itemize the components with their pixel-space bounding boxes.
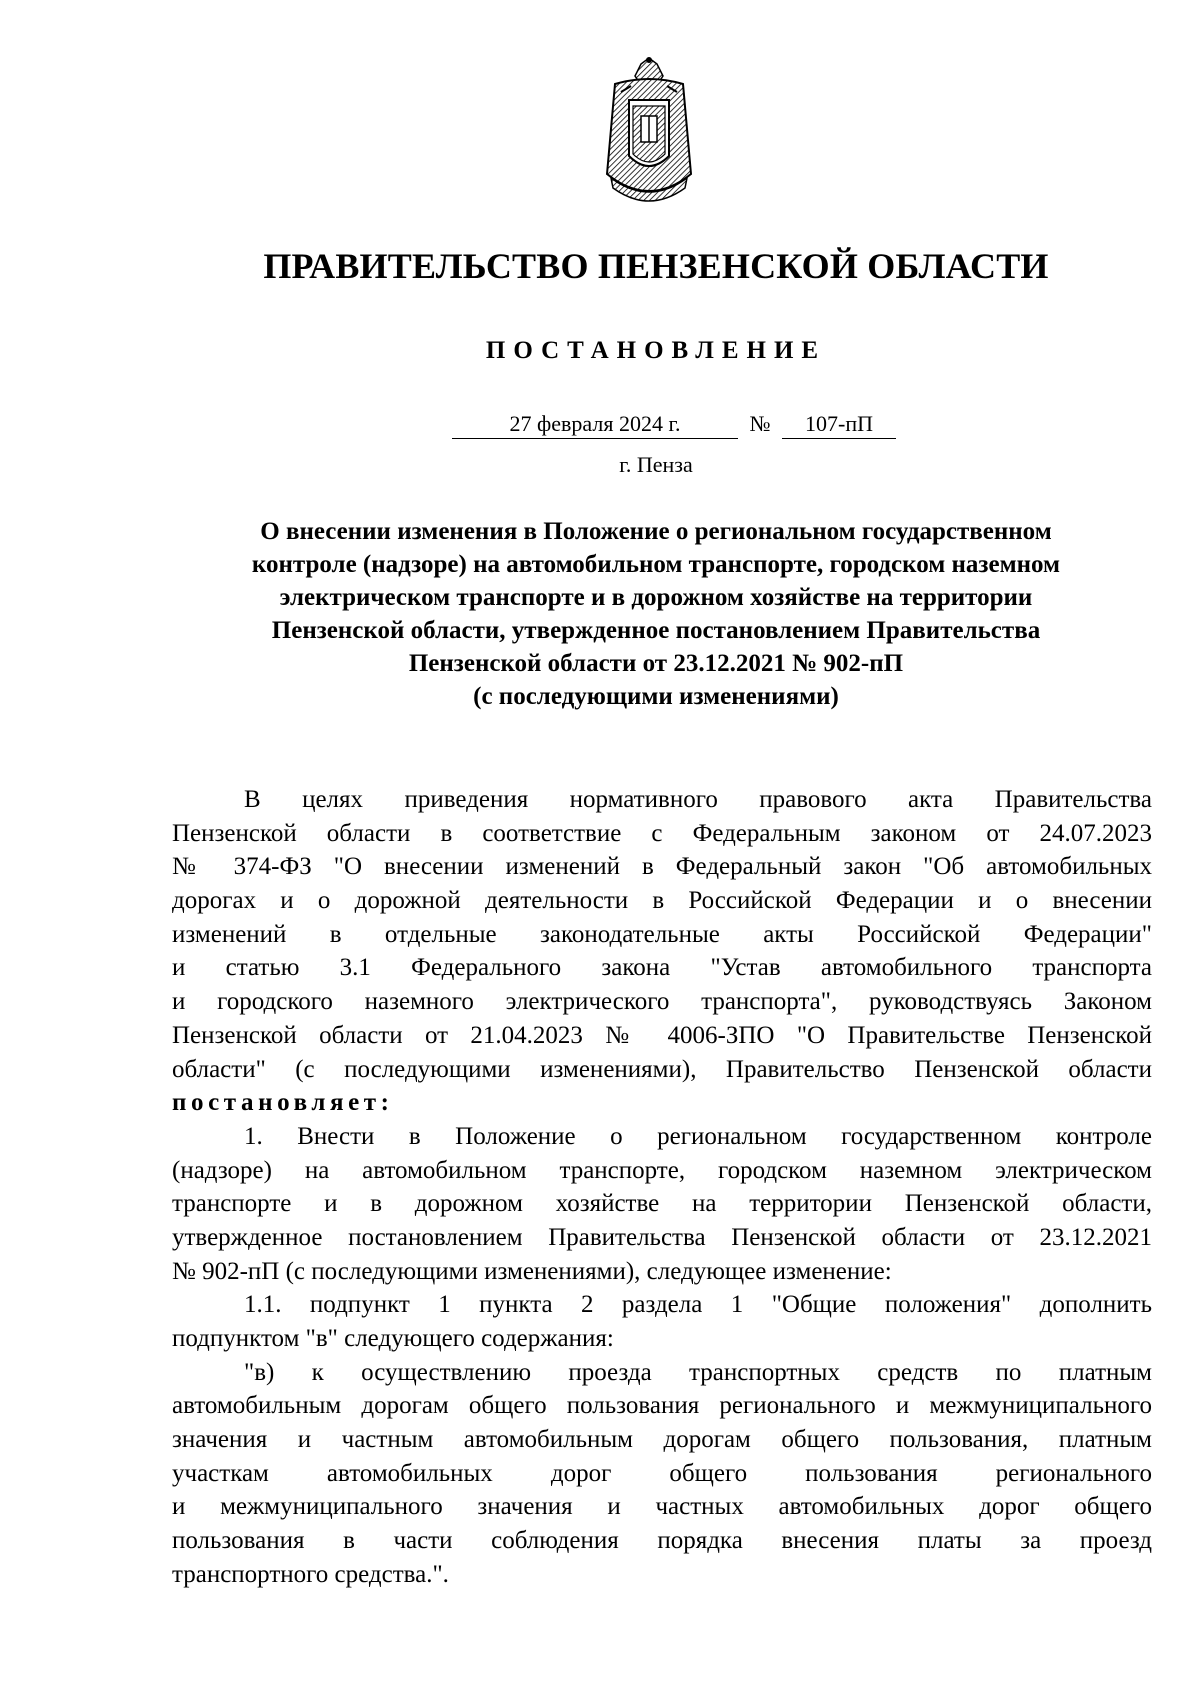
document-city: г. Пенза bbox=[619, 452, 693, 477]
subject-line: Пензенской области от 23.12.2021 № 902-пП bbox=[408, 650, 904, 677]
body-line: и городского наземного электрического транспорта", руководствуясь Законом bbox=[172, 988, 1152, 1016]
body-line: Пензенской области от 21.04.2023 № 4006-ЗПО "О Правительстве Пензенской bbox=[172, 1021, 1152, 1049]
body-line: транспорте и в дорожном хозяйстве на территории Пензенской области, bbox=[172, 1190, 1152, 1218]
document-subject bbox=[160, 515, 1152, 713]
resolves-word: постановляет: bbox=[172, 1089, 394, 1117]
body-line: В целях приведения нормативного правового акта Правительства bbox=[244, 786, 1152, 813]
body-line: № 902-пП (с последующими изменениями), следующее изменение: bbox=[172, 1257, 892, 1285]
coat-of-arms-icon bbox=[601, 56, 697, 212]
document-date: 27 февраля 2024 г. bbox=[452, 410, 738, 439]
body-line: 1. Внести в Положение о региональном государственном контроле bbox=[244, 1122, 1152, 1150]
body-line: участкам автомобильных дорог общего пользования регионального bbox=[172, 1459, 1152, 1487]
body-line: (надзоре) на автомобильном транспорте, городском наземном электрическом bbox=[172, 1156, 1152, 1184]
body-line: и статью 3.1 Федерального закона "Устав автомобильного транспорта bbox=[172, 954, 1152, 982]
body-line: Пензенской области в соответствие с Федеральным законом от 24.07.2023 bbox=[172, 819, 1152, 847]
subject-line: (с последующими изменениями) bbox=[473, 683, 839, 710]
number-sign: № bbox=[749, 411, 771, 436]
subject-line: контроле (надзоре) на автомобильном транспорте, городском наземном bbox=[251, 551, 1061, 578]
document-body bbox=[172, 783, 1152, 1592]
body-line: дорогах и о дорожной деятельности в Российской Федерации и о внесении bbox=[172, 887, 1152, 915]
body-line: транспортного средства.". bbox=[172, 1560, 449, 1588]
subject-line: Пензенской области, утвержденное постановлением Правительства bbox=[271, 617, 1041, 644]
organization-title: ПРАВИТЕЛЬСТВО ПЕНЗЕНСКОЙ ОБЛАСТИ bbox=[263, 246, 1049, 286]
body-line: утвержденное постановлением Правительства Пензенской области от 23.12.2021 bbox=[172, 1223, 1152, 1251]
body-line: изменений в отдельные законодательные акты Российской Федерации" bbox=[172, 920, 1152, 948]
body-line: и межмуниципального значения и частных автомобильных дорог общего bbox=[172, 1493, 1152, 1521]
body-line: области" (с последующими изменениями), Правительство Пензенской области bbox=[172, 1055, 1152, 1083]
document-type: ПОСТАНОВЛЕНИЕ bbox=[485, 337, 827, 364]
body-line: 1.1. подпункт 1 пункта 2 раздела 1 "Общие положения" дополнить bbox=[244, 1291, 1152, 1319]
body-line: подпунктом "в" следующего содержания: bbox=[172, 1325, 614, 1352]
body-line: значения и частным автомобильным дорогам общего пользования, платным bbox=[172, 1426, 1152, 1454]
subject-line: О внесении изменения в Положение о региональном государственном bbox=[260, 518, 1052, 545]
subject-line: электрическом транспорте и в дорожном хозяйстве на территории bbox=[279, 584, 1033, 611]
document-number: 107-пП bbox=[782, 410, 896, 439]
body-line: № 374-ФЗ "О внесении изменений в Федеральный закон "Об автомобильных bbox=[172, 853, 1152, 881]
body-line: "в) к осуществлению проезда транспортных средств по платным bbox=[244, 1358, 1152, 1386]
body-line: автомобильным дорогам общего пользования регионального и межмуниципального bbox=[172, 1392, 1152, 1420]
body-line: пользования в части соблюдения порядка внесения платы за проезд bbox=[172, 1527, 1152, 1555]
